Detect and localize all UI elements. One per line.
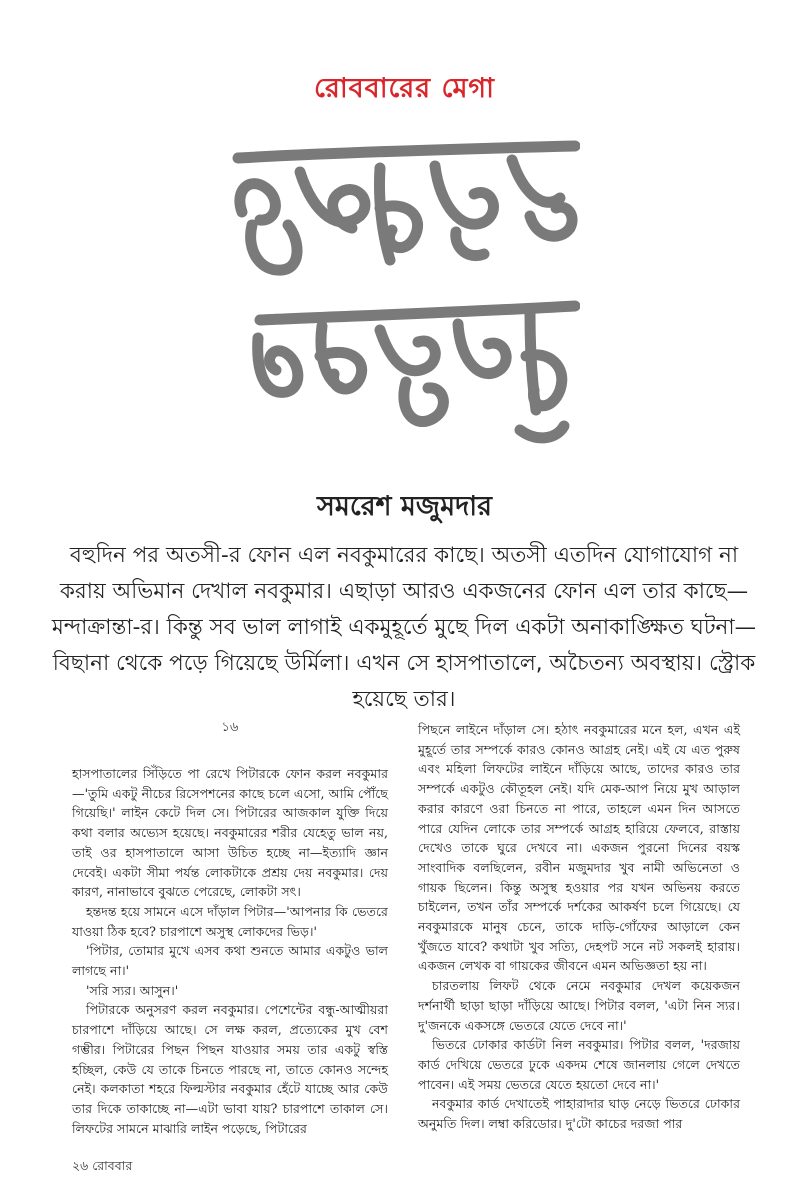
synopsis: বহুদিন পর অতসী-র ফোন এল নবকুমারের কাছে। অতসী এতদিন যোগাযোগ না করায় অভিমান দেখাল নবকুমার। এছাড়া আরও একজনের ফোন এল তার কাছে—মন্দাক্রান্তা-র। কিন্তু সব ভাল লাগাই একমুহূর্তে মুছে দিল একটা অনাকাঙ্ক্ষিত ঘটনা—বিছানা থেকে পড়ে গিয়েছে উর্মিলা। এখন সে হাসপাতালে, অচৈতন্য অবস্থায়। স্ট্রোক হয়েছে তার। [51, 543, 757, 712]
paragraph: নবকুমার কার্ড দেখাতেই পাহারাদার ঘাড় নেড়ে ভিতরে ঢোকার অনুমতি দিল। লম্বা করিডোর। দু'টো কাচের দরজা পার [418, 1096, 740, 1132]
handwritten-title-graphic [230, 120, 580, 470]
title-logo [230, 120, 580, 470]
body-column-left [72, 764, 388, 1138]
paragraph: পিটারকে অনুসরণ করল নবকুমার। পেশেন্টের বন্ধু-আত্মীয়রা চারপাশে দাঁড়িয়ে আছে। সে লক্ষ করল, প্রত্যেকের মুখ বেশ গম্ভীর। পিটারের পিছন পিছন যাওয়ার সময় তার একটু স্বস্তি হচ্ছিল, কেউ যে তাকে চিনতে পারছে না, তাতে কোনও সন্দেহ নেই। কলকাতা শহরে ফিল্মস্টার নবকুমার হেঁটে যাচ্ছে আর কেউ তার দিকে তাকাচ্ছে না—এটা ভাবা যায়? চারপাশে তাকাল সে। লিফটের সামনে মাঝারি লাইন পড়েছে, পিটারের [72, 1002, 388, 1136]
paragraph: চারতলায় লিফট থেকে নেমে নবকুমার দেখল কয়েকজন দর্শনার্থী ছাড়া ছাড়া দাঁড়িয়ে আছে। পিটার বলল, 'এটা নিন স্যর। দু'জনকে একসঙ্গে ভেতরে যেতে দেবে না।' [418, 978, 740, 1033]
chapter-number: ১৬ [221, 720, 239, 735]
paragraph: হাসপাতালের সিঁড়িতে পা রেখে পিটারকে ফোন করল নবকুমার—'তুমি একটু নীচের রিসেপশনের কাছে চলে এসো, আমি পৌঁছে গিয়েছি।' লাইন কেটে দিল সে। পিটারের আজকাল যুক্তি দিয়ে কথা বলার অভ্যেস হয়েছে। নবকুমারের শরীর যেহেতু ভাল নয়, তাই ওর হাসপাতালে আসা উচিত হচ্ছে না—ইত্যাদি জ্ঞান দেবেই। একটা সীমা পর্যন্ত লোকটাকে প্রশ্রয় দেয় নবকুমার। দেয় কারণ, নানাভাবে বুঝতে পেরেছে, লোকটা সৎ। [72, 766, 388, 900]
paragraph: 'পিটার, তোমার মুখে এসব কথা শুনতে আমার একটুও ভাল লাগছে না।' [72, 943, 388, 979]
page-folio: ২৬ রোববার [72, 1158, 133, 1173]
paragraph: পিছনে লাইনে দাঁড়াল সে। হঠাৎ নবকুমারের মনে হল, এখন এই মুহূর্তে তার সম্পর্কে কারও কোনও আগ্রহ নেই। এই যে এত পুরুষ এবং মহিলা লিফটের লাইনে দাঁড়িয়ে আছে, তাদের কারও তার সম্পর্কে একটুও কৌতূহল নেই। যদি মেক-আপ নিয়ে মুখ আড়াল করার কারণে ওরা চিনতে না পারে, তাহলে এমন দিন আসতে পারে যেদিন লোকে তার সম্পর্কে আগ্রহ হারিয়ে ফেলবে, রাস্তায় দেখেও তাকে ঘুরে দেখবে না। একজন পুরনো দিনের বয়স্ক সাংবাদিক বলছিলেন, রবীন মজুমদার খুব নামী অভিনেতা ও গায়ক ছিলেন। কিন্তু অসুস্থ হওয়ার পর যখন অভিনয় করতে চাইলেন, তখন তাঁর সম্পর্কে দর্শকের আকর্ষণ চলে গিয়েছে। যে নবকুমারকে মানুষ চেনে, তাকে দাড়ি-গোঁফের আড়ালে কেন খুঁজতে যাবে? কথাটা খুব সত্যি, দেহপট সনে নট সকলই হারায়। একজন লেখক বা গায়কের জীবনে এমন অভিজ্ঞতা হয় না। [418, 722, 740, 974]
author-name: সমরেশ মজুমদার [317, 491, 492, 522]
paragraph: হন্তদন্ত হয়ে সামনে এসে দাঁড়াল পিটার—'আপনার কি ভেতরে যাওয়া ঠিক হবে? চারপাশে অসুস্থ লোকদের ভিড়।' [72, 903, 388, 939]
paragraph: ভিতরে ঢোকার কার্ডটা নিল নবকুমার। পিটার বলল, 'দরজায় কার্ড দেখিয়ে ভেতরে ঢুকে একদম শেষে জানলায় গেলে দেখতে পাবেন। এই সময় ভেতরে যেতে হয়তো দেবে না।' [418, 1037, 740, 1092]
body-column-right [418, 720, 740, 1134]
paragraph: 'সরি স্যর। আসুন।' [86, 982, 179, 998]
series-kicker: রোববারের মেগা [314, 73, 495, 104]
